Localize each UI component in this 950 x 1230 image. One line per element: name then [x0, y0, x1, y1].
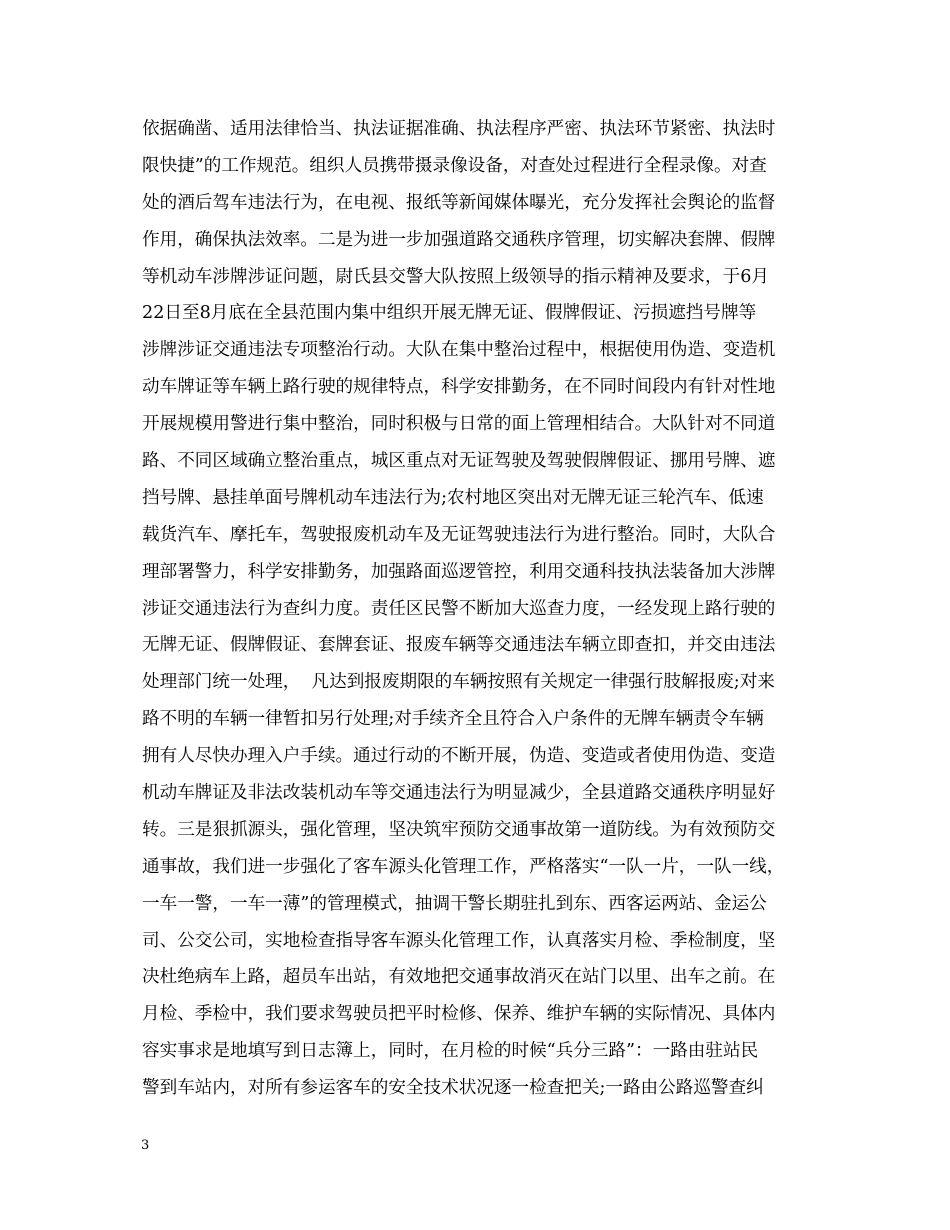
body-text [142, 111, 822, 1107]
text-line: 处理部门统一处理， 凡达到报废期限的车辆按照有关规定一律强行肢解报废;对来 [142, 672, 775, 693]
text-line: 拥有人尽快办理入户手续。通过行动的不断开展，伪造、变造或者使用伪造、变造 [142, 746, 776, 767]
text-line: 限快捷”的工作规范。组织人员携带摄录像设备，对查处过程进行全程录像。对查 [142, 155, 767, 176]
text-line: 转。三是狠抓源头，强化管理，坚决筑牢预防交通事故第一道防线。为有效预防交 [142, 819, 776, 840]
text-line: 无牌无证、假牌假证、套牌套证、报废车辆等交通违法车辆立即查扣，并交由违法 [142, 635, 776, 656]
text-line: 机动车牌证及非法改装机动车等交通违法行为明显减少，全县道路交通秩序明显好 [142, 783, 776, 804]
text-line: 一车一警，一车一薄”的管理模式，抽调干警长期驻扎到东、西客运两站、金运公 [142, 893, 767, 914]
text-line: 决杜绝病车上路，超员车出站，有效地把交通事故消灭在站门以里、出车之前。在 [142, 967, 776, 988]
text-line: 动车牌证等车辆上路行驶的规律特点，科学安排勤务，在不同时间段内有针对性地 [142, 377, 776, 398]
text-line: 理部署警力，科学安排勤务，加强路面巡逻管控，利用交通科技执法装备加大涉牌 [142, 561, 776, 582]
text-line: 警到车站内，对所有参运客车的安全技术状况逐一检查把关;一路由公路巡警查纠 [142, 1078, 764, 1099]
text-line: 22日至8月底在全县范围内集中组织开展无牌无证、假牌假证、污损遮挡号牌等 [142, 303, 757, 324]
text-line: 通事故，我们进一步强化了客车源头化管理工作，严格落实“一队一片，一队一线， [142, 856, 785, 877]
text-line: 开展规模用警进行集中整治，同时积极与日常的面上管理相结合。大队针对不同道 [142, 414, 776, 435]
text-line: 载货汽车、摩托车，驾驶报废机动车及无证驾驶违法行为进行整治。同时，大队合 [142, 524, 776, 545]
page-number: 3 [141, 1138, 150, 1153]
text-line: 司、公交公司，实地检查指导客车源头化管理工作，认真落实月检、季检制度，坚 [142, 930, 776, 951]
text-line: 容实事求是地填写到日志簿上，同时，在月检的时候“兵分三路”：一路由驻站民 [142, 1041, 759, 1062]
text-line: 等机动车涉牌涉证问题，尉氏县交警大队按照上级领导的指示精神及要求，于6月 [142, 266, 769, 287]
text-line: 涉证交通违法行为查纠力度。责任区民警不断加大巡查力度，一经发现上路行驶的 [142, 598, 776, 619]
text-line: 路、不同区域确立整治重点，城区重点对无证驾驶及驾驶假牌假证、挪用号牌、遮 [142, 451, 776, 472]
text-line: 月检、季检中，我们要求驾驶员把平时检修、保养、维护车辆的实际情况、具体内 [142, 1004, 776, 1025]
text-line: 路不明的车辆一律暂扣另行处理;对手续齐全且符合入户条件的无牌车辆责令车辆 [142, 709, 764, 730]
text-line: 涉牌涉证交通违法专项整治行动。大队在集中整治过程中，根据使用伪造、变造机 [142, 340, 776, 361]
text-line: 挡号牌、悬挂单面号牌机动车违法行为;农村地区突出对无牌无证三轮汽车、低速 [142, 487, 764, 508]
text-line: 依据确凿、适用法律恰当、执法证据准确、执法程序严密、执法环节紧密、执法时 [142, 119, 776, 139]
text-line: 作用，确保执法效率。二是为进一步加强道路交通秩序管理，切实解决套牌、假牌 [142, 229, 776, 250]
text-line: 处的酒后驾车违法行为，在电视、报纸等新闻媒体曝光，充分发挥社会舆论的监督 [142, 192, 776, 213]
